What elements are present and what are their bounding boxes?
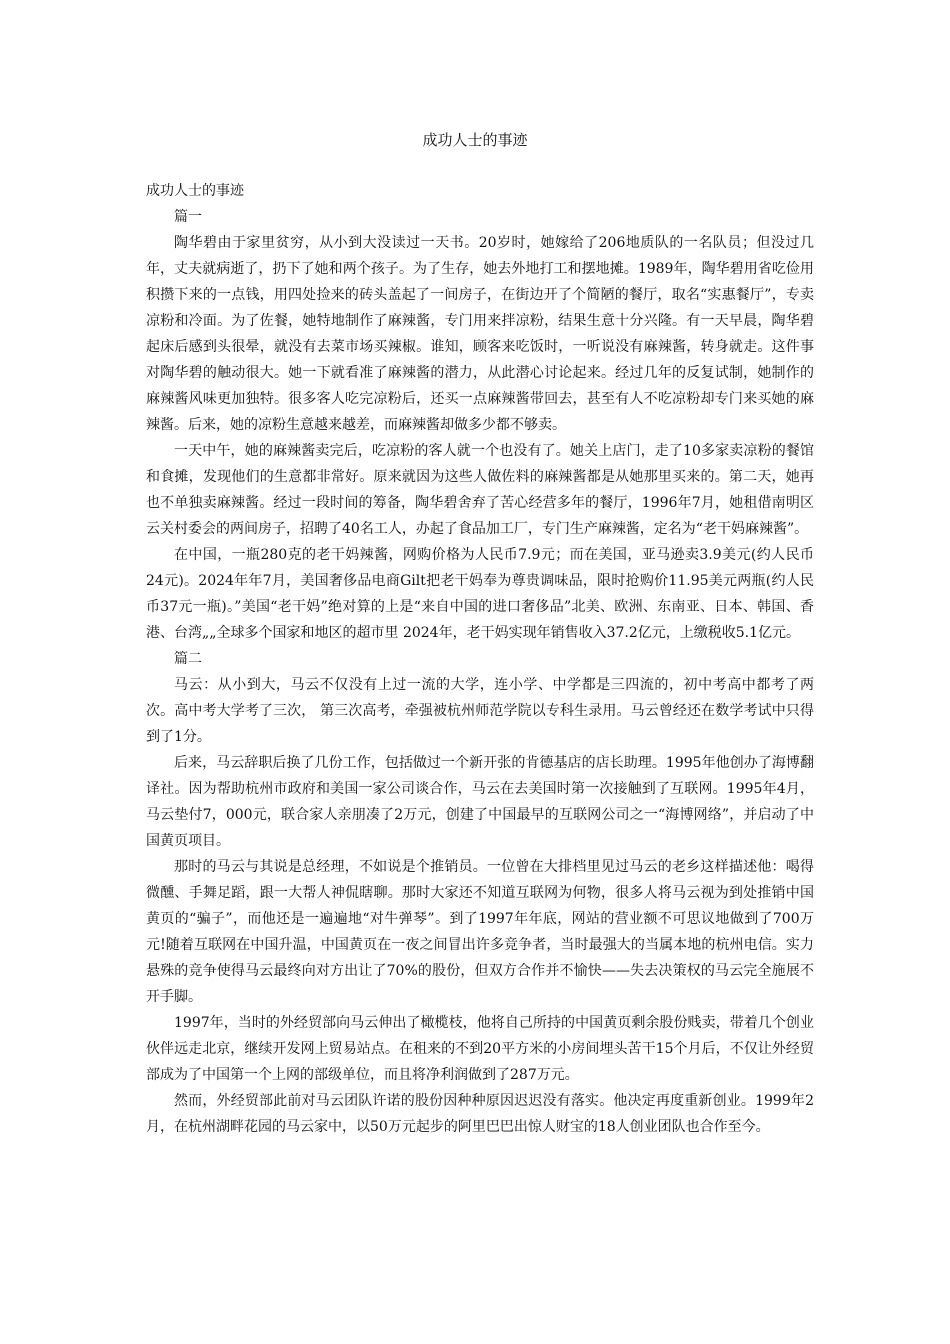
- paragraph: 在中国，一瓶280克的老干妈辣酱，网购价格为人民币7.9元；而在美国，亚马逊卖3.9美元(约人民币24元)。2024年年7月，美国奢侈品电商Gilt把老干妈奉为尊贵调味品，限时抢购价11.95美元两瓶(约人民币37元一瓶)。”美国“老干妈”绝对算的上是“来自中国的进口奢侈品”北美、欧洲、东南亚、日本、韩国、香港、台湾„„全球多个国家和地区的超市里 2024年，老干妈实现年销售收入37.2亿元，上缴税收5.1亿元。: [146, 547, 814, 641]
- document-subtitle: 成功人士的事迹: [146, 183, 244, 199]
- page-title: 成功人士的事迹: [422, 131, 528, 149]
- paragraph: 那时的马云与其说是总经理，不如说是个推销员。一位曾在大排档里见过马云的老乡这样描述他：喝得微醺、手舞足蹈，跟一大帮人神侃瞎聊。那时大家还不知道互联网为何物，很多人将马云视为到处推销中国黄页的“骗子”，而他还是一遍遍地“对牛弹琴”。到了1997年年底，网站的营业额不可思议地做到了700万元!随着互联网在中国升温，中国黄页在一夜之间冒出许多竞争者，当时最强大的当属本地的杭州电信。实力悬殊的竞争使得马云最终向对方出让了70%的股份，但双方合作并不愉快——失去决策权的马云完全施展不开手脚。: [146, 859, 814, 1005]
- paragraph: 陶华碧由于家里贫穷，从小到大没读过一天书。20岁时，她嫁给了206地质队的一名队员；但没过几年，丈夫就病逝了，扔下了她和两个孩子。为了生存，她去外地打工和摆地摊。1989年，陶华碧用省吃俭用积攒下来的一点钱，用四处捡来的砖头盖起了一间房子，在街边开了个简陋的餐厅，取名“实惠餐厅”，专卖凉粉和冷面。为了佐餐，她特地制作了麻辣酱，专门用来拌凉粉，结果生意十分兴隆。有一天早晨，陶华碧起床后感到头很晕，就没有去菜市场买辣椒。谁知，顾客来吃饭时，一听说没有麻辣酱，转身就走。这件事对陶华碧的触动很大。她一下就看准了麻辣酱的潜力，从此潜心讨论起来。经过几年的反复试制，她制作的麻辣酱风味更加独特。很多客人吃完凉粉后，还买一点麻辣酱带回去，甚至有人不吃凉粉却专门来买她的麻辣酱。后来，她的凉粉生意越来越差，而麻辣酱却做多少都不够卖。: [146, 235, 814, 433]
- paragraph: 1997年，当时的外经贸部向马云伸出了橄榄枝，他将自己所持的中国黄页剩余股份贱卖，带着几个创业伙伴远走北京，继续开发网上贸易站点。在租来的不到20平方米的小房间埋头苦干15个月后，不仅让外经贸部成为了中国第一个上网的部级单位，而且将净利润做到了287万元。: [146, 1015, 814, 1083]
- section-heading-1: 篇一: [174, 209, 202, 225]
- paragraph: 后来，马云辞职后换了几份工作，包括做过一个新开张的肯德基店的店长助理。1995年他创办了海博翻译社。因为帮助杭州市政府和美国一家公司谈合作，马云在去美国时第一次接触到了互联网。1995年4月，马云垫付7，000元，联合家人亲朋凑了2万元，创建了中国最早的互联网公司之一“海博网络”，并启动了中国黄页项目。: [146, 755, 814, 849]
- document-body: [146, 178, 814, 1140]
- section-heading-2: 篇二: [174, 651, 202, 667]
- paragraph: 然而，外经贸部此前对马云团队许诺的股份因种种原因迟迟没有落实。他决定再度重新创业。1999年2月，在杭州湖畔花园的马云家中，以50万元起步的阿里巴巴出惊人财宝的18人创业团队也合作至今。: [146, 1093, 814, 1135]
- paragraph: 一天中午，她的麻辣酱卖完后，吃凉粉的客人就一个也没有了。她关上店门，走了10多家卖凉粉的餐馆和食摊，发现他们的生意都非常好。原来就因为这些人做佐料的麻辣酱都是从她那里买来的。第二天，她再也不单独卖麻辣酱。经过一段时间的筹备，陶华碧舍弃了苦心经营多年的餐厅，1996年7月，她租借南明区云关村委会的两间房子，招聘了40名工人，办起了食品加工厂，专门生产麻辣酱，定名为“老干妈麻辣酱”。: [146, 443, 814, 537]
- paragraph: 马云：从小到大，马云不仅没有上过一流的大学，连小学、中学都是三四流的，初中考高中都考了两次。高中考大学考了三次， 第三次高考，牵强被杭州师范学院以专科生录用。马云曾经还在数学考试中只得到了1分。: [146, 677, 814, 745]
